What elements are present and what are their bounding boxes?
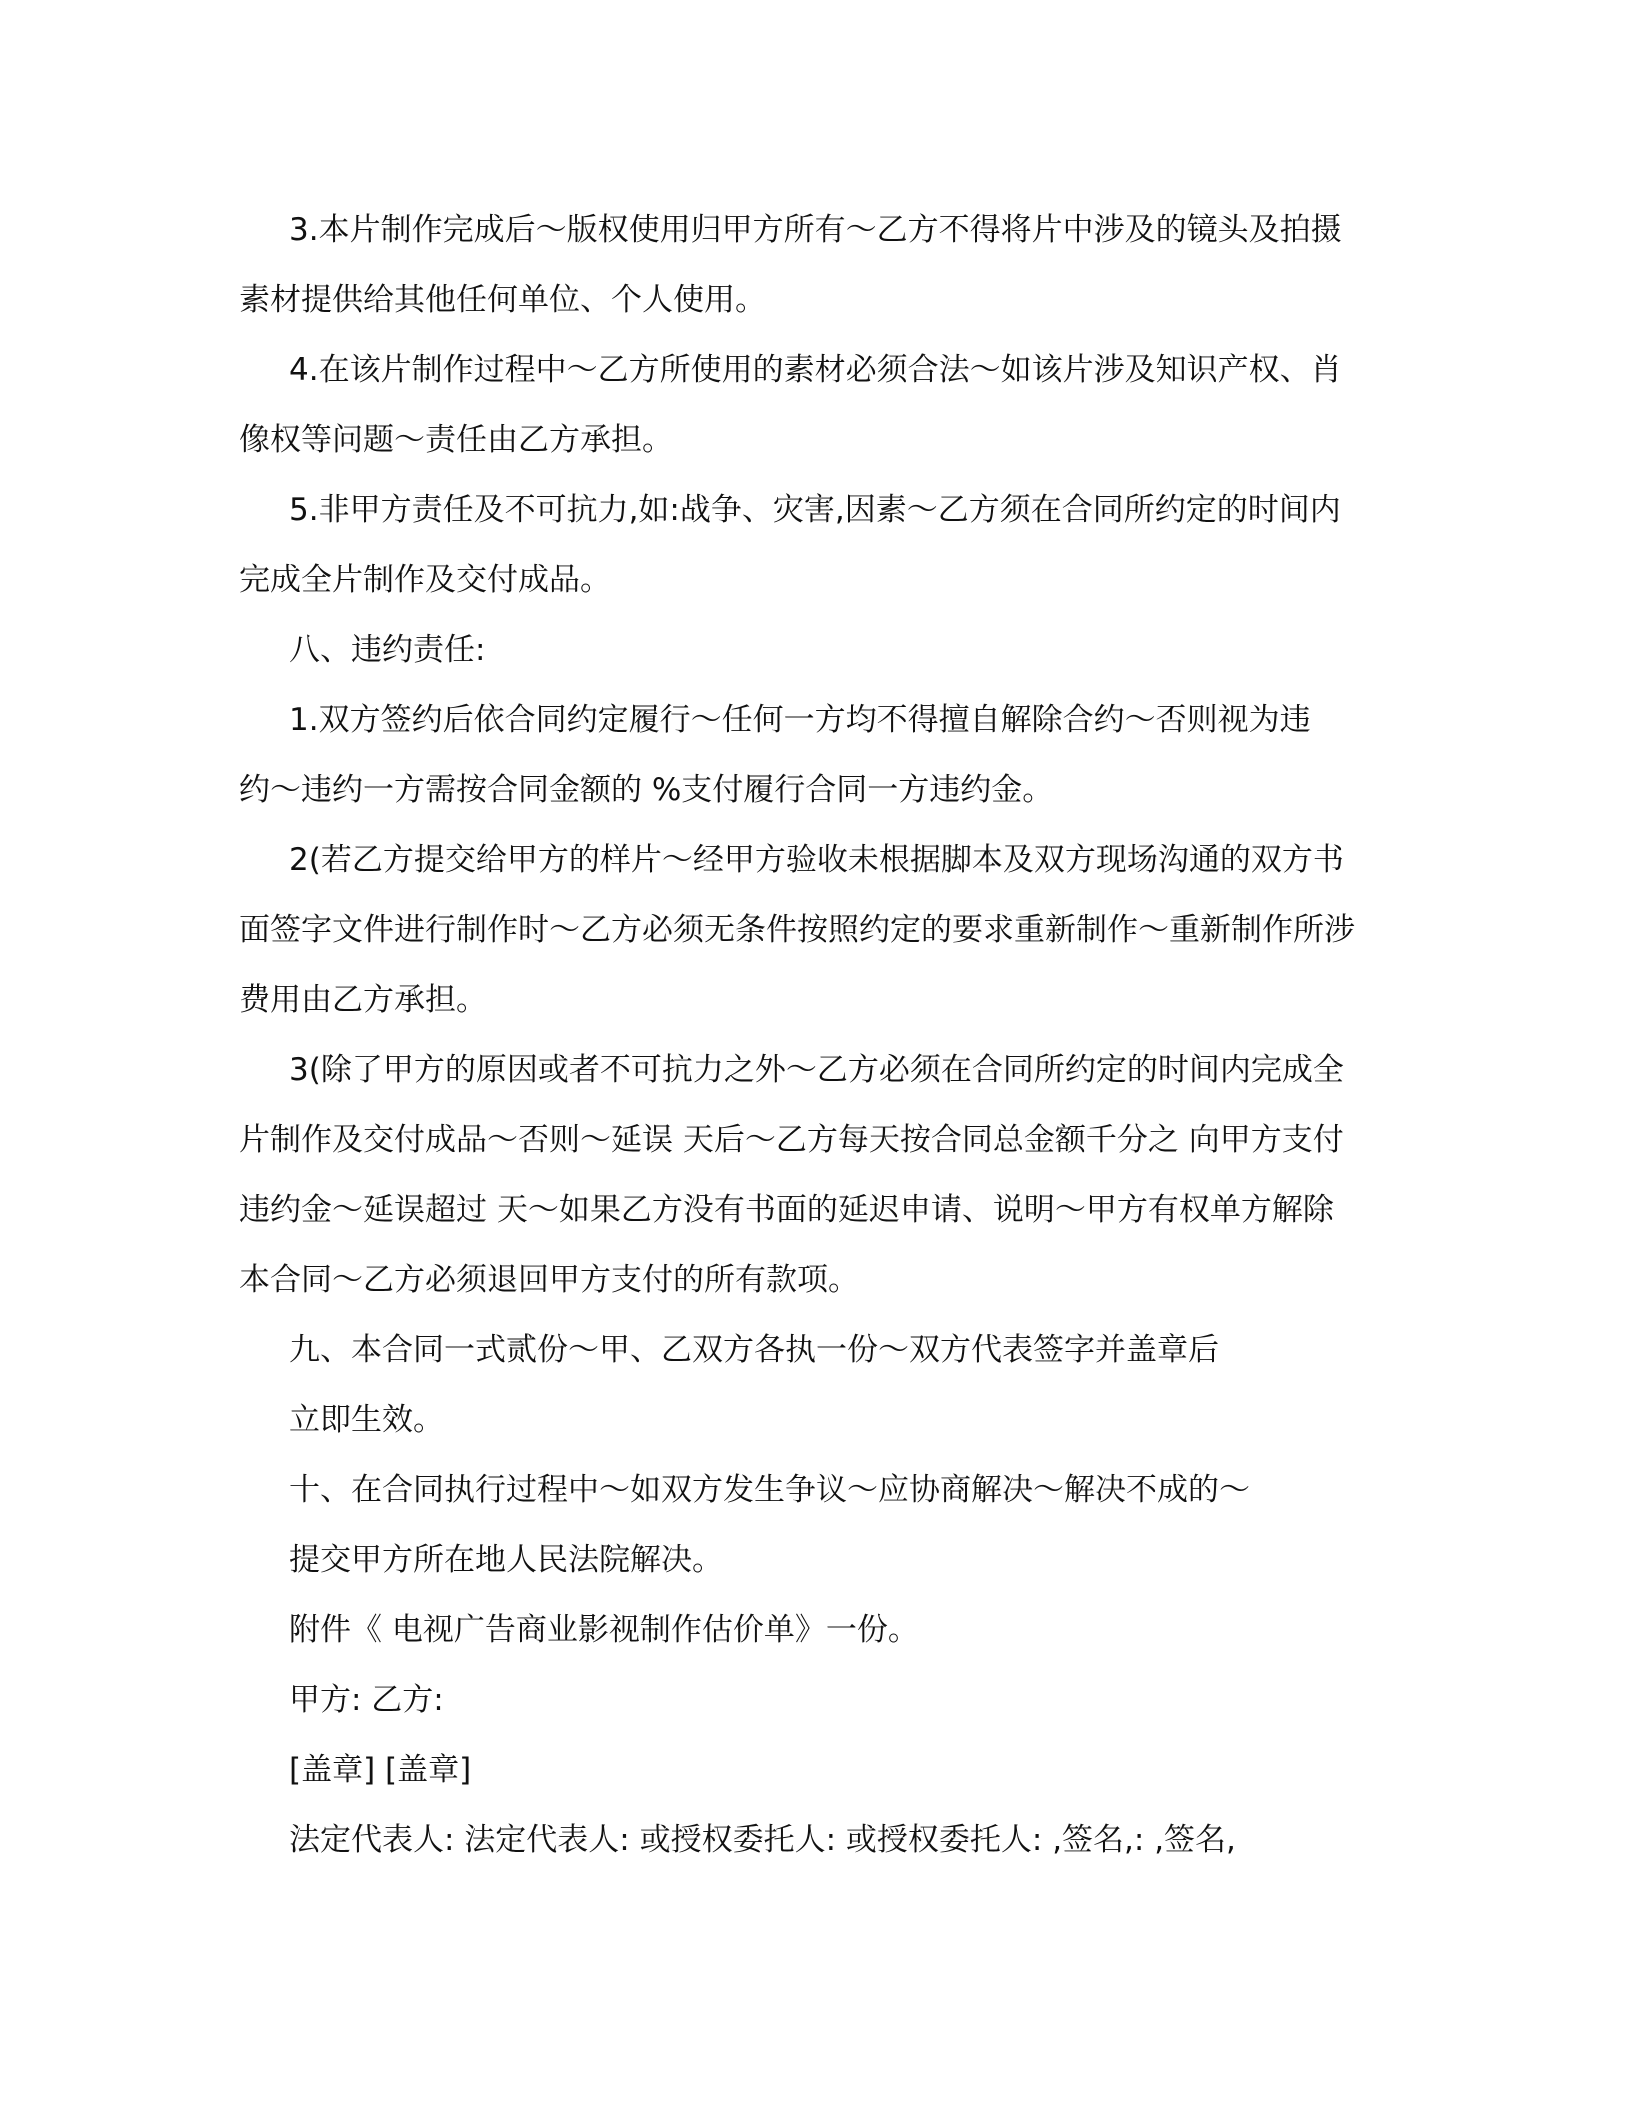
- text-line: 甲方: 乙方:: [289, 1682, 444, 1718]
- text-line: 违约金～延误超过 天～如果乙方没有书面的延迟申请、说明～甲方有权单方解除: [239, 1192, 1334, 1228]
- text-line: 2(若乙方提交给甲方的样片～经甲方验收未根据脚本及双方现场沟通的双方书: [289, 842, 1344, 878]
- section-10-continued: [239, 1525, 1399, 1595]
- text-line: 5.非甲方责任及不可抗力,如:战争、灾害,因素～乙方须在合同所约定的时间内: [289, 492, 1341, 528]
- text-line: 3.本片制作完成后～版权使用归甲方所有～乙方不得将片中涉及的镜头及拍摄: [289, 212, 1342, 248]
- text-line: 片制作及交付成品～否则～延误 天后～乙方每天按合同总金额千分之 向甲方支付: [239, 1122, 1344, 1158]
- text-line: 立即生效。: [289, 1402, 444, 1438]
- text-line: 本合同～乙方必须退回甲方支付的所有款项。: [239, 1262, 859, 1298]
- text-line: 费用由乙方承担。: [239, 982, 487, 1018]
- section-9: [239, 1315, 1399, 1385]
- clause-8-1: [239, 685, 1399, 825]
- section-8-heading: [239, 615, 1399, 685]
- seal-labels: [239, 1735, 1399, 1805]
- text-line: 4.在该片制作过程中～乙方所使用的素材必须合法～如该片涉及知识产权、肖: [289, 352, 1342, 388]
- section-heading: 八、违约责任:: [289, 632, 486, 668]
- text-line: 3(除了甲方的原因或者不可抗力之外～乙方必须在合同所约定的时间内完成全: [289, 1052, 1344, 1088]
- clause-8-3: [239, 1035, 1399, 1315]
- text-line: 像权等问题～责任由乙方承担。: [239, 422, 673, 458]
- section-9-continued: [239, 1385, 1399, 1455]
- text-line: 法定代表人: 法定代表人: 或授权委托人: 或授权委托人: ,签名,: ,签名,: [289, 1822, 1236, 1858]
- text-line: 1.双方签约后依合同约定履行～任何一方均不得擅自解除合约～否则视为违: [289, 702, 1311, 738]
- clause-4-materials: [239, 335, 1399, 475]
- representative-signatures: [239, 1805, 1399, 1875]
- text-line: 面签字文件进行制作时～乙方必须无条件按照约定的要求重新制作～重新制作所涉: [239, 912, 1355, 948]
- clause-3-copyright: [239, 195, 1399, 335]
- text-line: 约～违约一方需按合同金额的 %支付履行合同一方违约金。: [239, 772, 1054, 808]
- text-line: 完成全片制作及交付成品。: [239, 562, 611, 598]
- clause-8-2: [239, 825, 1399, 1035]
- text-line: [盖章] [盖章]: [289, 1752, 472, 1788]
- party-labels: [239, 1665, 1399, 1735]
- text-line: 附件《 电视广告商业影视制作估价单》一份。: [289, 1612, 919, 1648]
- text-line: 素材提供给其他任何单位、个人使用。: [239, 282, 766, 318]
- text-line: 提交甲方所在地人民法院解决。: [289, 1542, 723, 1578]
- section-10: [239, 1455, 1399, 1525]
- clause-5-force-majeure: [239, 475, 1399, 615]
- attachment-note: [239, 1595, 1399, 1665]
- text-line: 九、本合同一式贰份～甲、乙双方各执一份～双方代表签字并盖章后: [289, 1332, 1219, 1368]
- text-line: 十、在合同执行过程中～如双方发生争议～应协商解决～解决不成的～: [289, 1472, 1250, 1508]
- document-body: [239, 195, 1399, 1875]
